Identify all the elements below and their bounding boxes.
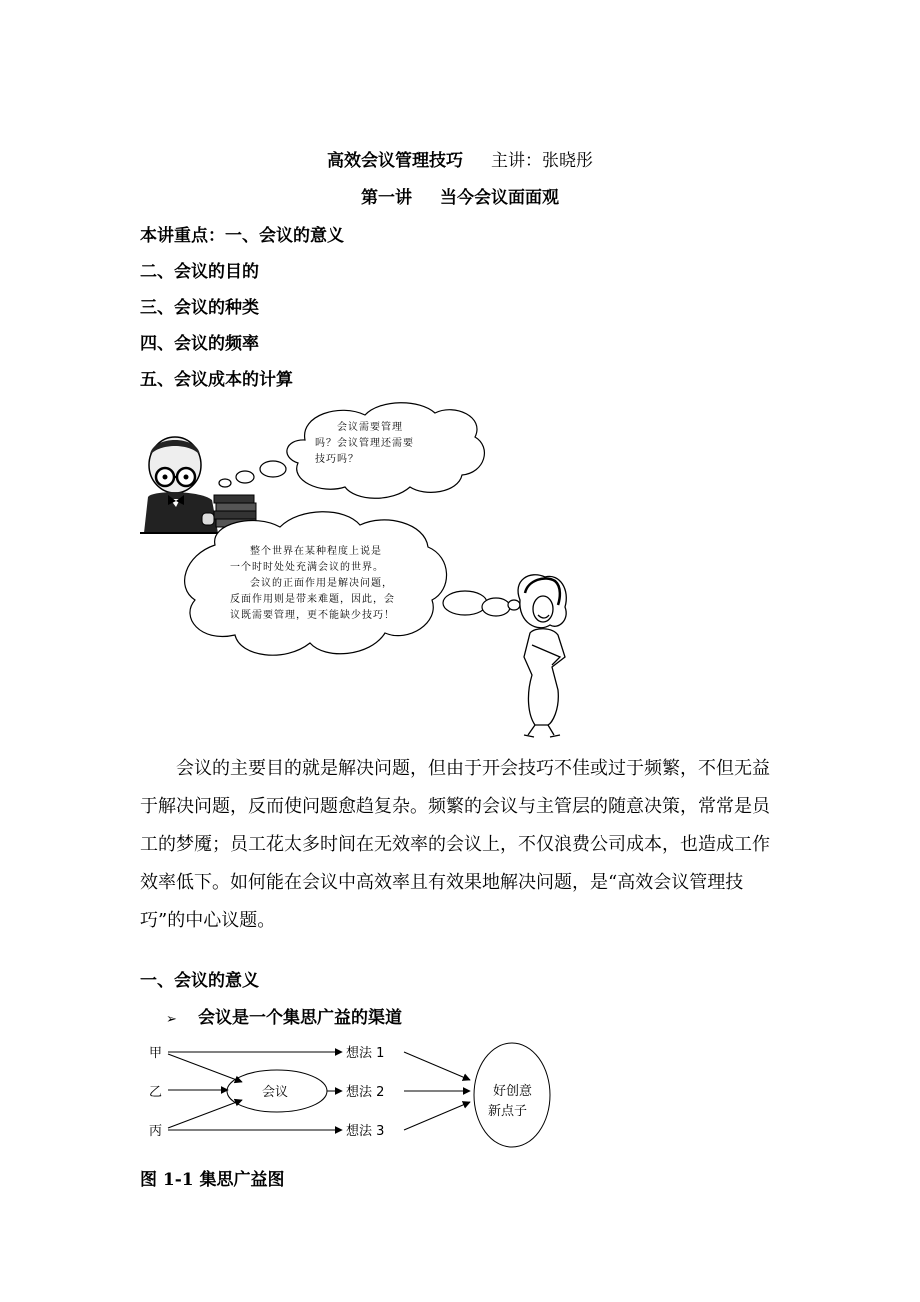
figure-caption: 图 1-1 集思广益图 [140,1170,285,1190]
result-label-line-1: 好创意 [493,1084,533,1099]
bullet-arrow-icon: ➢ [166,1012,177,1027]
idea-2-label: 想法 2 [346,1085,385,1100]
intro-paragraph: 会议的主要目的就是解决问题，但由于开会技巧不佳或过于频繁，不但无益于解决问题，反而使问题愈趋复杂。频繁的会议与主管层的随意决策，常常是员工的梦魇；员工花太多时间在无效率的会议上，不仅浪费公司成本，也造成工作效率低下。如何能在会议中高效率且有效果地解决问题，是“高效会议管理技巧”的中心议题。 [140,758,770,931]
big-bubble-text [230,544,420,624]
lecture-heading [0,183,920,208]
speaker-label: 主讲：张晓彤 [491,151,593,171]
brainstorm-diagram [140,1038,580,1150]
idea-1-label: 想法 1 [346,1046,385,1061]
section-heading: 一、会议的意义 [140,971,259,991]
key-point-4: 四、会议的频率 [140,334,259,354]
big-bubble-line-5: 议既需要管理，更不能缺少技巧！ [230,610,395,621]
key-point-1: 本讲重点：一、会议的意义 [140,226,344,246]
arrow-idea1-result [404,1052,470,1080]
key-point-2: 二、会议的目的 [140,262,259,282]
arrow-idea3-result [404,1102,470,1130]
idea-3-label: 想法 3 [346,1124,385,1139]
man-reading-cartoon [140,437,260,533]
woman-cartoon [518,575,566,737]
meeting-label: 会议 [262,1085,289,1100]
person-yi: 乙 [149,1085,163,1100]
arrow-jia-meeting [168,1054,242,1082]
document-title [0,146,920,171]
lecture-number: 第一讲 [361,188,412,208]
arrow-bing-meeting [168,1100,242,1128]
person-bing: 丙 [149,1124,163,1139]
result-label-line-2: 新点子 [488,1104,528,1119]
big-bubble-line-3: 会议的正面作用是解决问题， [250,578,393,589]
top-bubble-line-3: 技巧吗？ [315,454,359,465]
key-point-5: 五、会议成本的计算 [140,370,293,390]
big-bubble-line-4: 反面作用则是带来难题，因此，会 [230,594,395,605]
bullet-point [166,1003,402,1028]
key-point-3: 三、会议的种类 [140,298,259,318]
top-bubble-line-1: 会议需要管理 [337,422,403,433]
course-title: 高效会议管理技巧 [327,151,463,171]
lecture-title: 当今会议面面观 [440,188,559,208]
person-jia: 甲 [149,1046,163,1061]
top-bubble-text [315,420,465,468]
top-bubble-line-2: 吗？会议管理还需要 [315,438,414,449]
big-bubble-line-2: 一个时时处处充满会议的世界。 [230,562,384,573]
big-bubble-line-1: 整个世界在某种程度上说是 [250,546,382,557]
bullet-text: 会议是一个集思广益的渠道 [198,1008,402,1028]
